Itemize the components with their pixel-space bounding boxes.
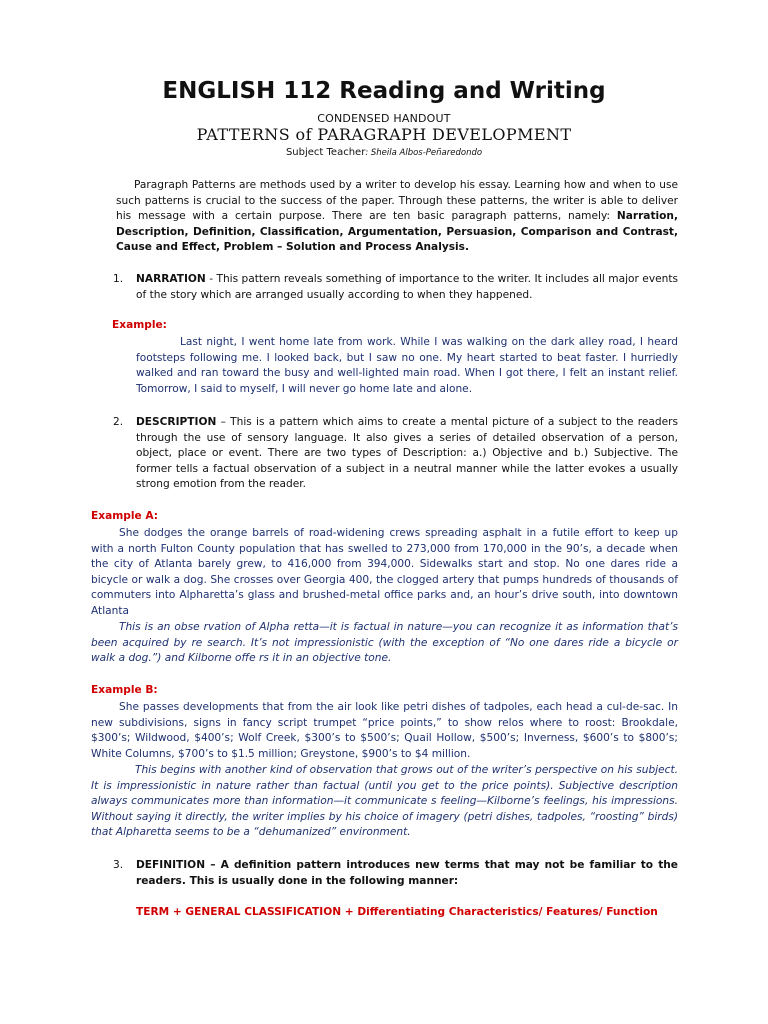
item1-term: NARRATION [136, 273, 206, 285]
teacher-line [0, 147, 768, 158]
example-a-note: This is an obse rvation of Alpha retta—it is factual in nature—you can recognize it as information that’s been acquired by re search. It’s not impressionistic (with the exception of “No one dares ride a bicycle or walk a dog.”) and Kilborne offe rs it in an objective tone. [91, 621, 678, 665]
item1-example-label: Example: [112, 319, 167, 331]
item2-number: 2. [113, 416, 124, 428]
example-a-label: Example A: [91, 510, 158, 522]
condensed-handout-label: CONDENSED HANDOUT [317, 112, 451, 125]
intro-paragraph [116, 178, 678, 256]
example-b-note: This begins with another kind of observation that grows out of the writer’s perspective on his subject. It is impressionistic in nature rather than factual (until you get to the price points). Subjective description always communicates more than information—it communicate s feeling—Kilborne’s feelings, his impressions. Without saying it directly, the writer implies by his choice of imagery (petri dishes, tadpoles, “roosting” birds) that Alpharetta seems to be a “dehumanized” environment. [91, 764, 678, 839]
teacher-name: : Sheila Albos-Peñaredondo [365, 148, 483, 158]
teacher-label: Subject Teacher [285, 147, 366, 158]
example-a-text: She dodges the orange barrels of road-widening crews spreading asphalt in a futile effort to keep up with a north Fulton County population that has swelled to 273,000 from 170,000 in the 90’s, a decade when the city of Atlanta barely grew, to 416,000 from 394,000. Sidewalks start and stop. No one dares ride a bicycle or walk a dog. She crosses over Georgia 400, the clogged artery that pumps hundreds of thousands of commuters into Alpharetta’s glass and brushed-metal office parks and, an hour’s drive south, into downtown Atlanta [91, 527, 678, 617]
item3-text: – A definition pattern introduces new terms that may not be familiar to the readers. This is usually done in the following manner: [136, 859, 678, 887]
item1-example-text: Last night, I went home late from work. While I was walking on the dark alley road, I heard footsteps following me. I looked back, but I saw no one. My heart started to beat faster. I hurriedly walked and ran toward the busy and well-lighted main road. When I got there, I felt an instant relief. Tomorrow, I said to myself, I will never go home late and alone. [136, 336, 678, 395]
item2-text: – This is a pattern which aims to create a mental picture of a subject to the readers through the use of sensory language. It also gives a series of detailed observation of a person, object, place or event. There are two types of Description: a.) Objective and b.) Subjective. The former tells a factual observation of a subject in a neutral manner while the latter evokes a usually strong emotion from the reader. [136, 416, 678, 491]
definition-formula: TERM + GENERAL CLASSIFICATION + Differentiating Characteristics/ Features/ Function [136, 906, 658, 918]
example-b-label: Example B: [91, 684, 158, 696]
item1-text: - This pattern reveals something of importance to the writer. It includes all major events of the story which are arranged usually according to when they happened. [136, 273, 678, 301]
example-b-text: She passes developments that from the air look like petri dishes of tadpoles, each head a cul-de-sac. In new subdivisions, signs in fancy script trumpet “price points,” to show relos where to roost: Brookdale, $300’s; Wildwood, $400’s; Wolf Creek, $300’s to $500’s; Quail Hollow, $500’s; Inverness, $600’s to $800’s; White Columns, $700’s to $1.5 million; Greystone, $900’s to $4 million. [91, 701, 678, 760]
section-heading: PATTERNS of PARAGRAPH DEVELOPMENT [196, 125, 572, 144]
document-title: ENGLISH 112 Reading and Writing [162, 78, 606, 104]
item1-body [136, 272, 678, 303]
item3-term: DEFINITION [136, 859, 206, 871]
item1-number: 1. [113, 273, 124, 285]
item2-term: DESCRIPTION [136, 416, 217, 428]
item3-body [136, 858, 678, 889]
intro-patterns-list: Narration, Description, Definition, Classification, Argumentation, Persuasion, Comparison and Contrast, Cause and Effect, Problem – Solution and Process Analysis. [116, 210, 678, 254]
item2-body [136, 415, 678, 493]
intro-text: Paragraph Patterns are methods used by a writer to develop his essay. Learning how and when to use such patterns is crucial to the success of the paper. Through these patterns, the writer is able to deliver his message with a certain purpose. There are ten basic paragraph patterns, namely: [116, 179, 678, 223]
item3-number: 3. [113, 859, 124, 871]
